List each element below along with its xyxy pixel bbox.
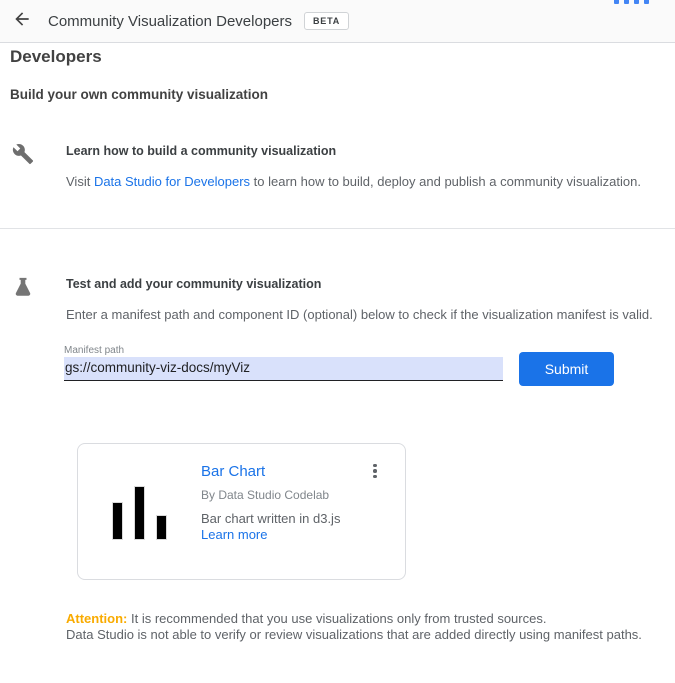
bar-chart-icon [112,480,192,540]
section-subheading-build: Build your own community visualization [10,87,269,102]
viz-card-title[interactable]: Bar Chart [201,463,266,480]
kebab-menu-icon[interactable] [367,461,383,481]
test-section-body: Enter a manifest path and component ID (optional) below to check if the visualization manifest is valid. [66,307,653,322]
wrench-icon [12,143,34,165]
attention-line2: Data Studio is not able to verify or review visualizations that are added directly using manifest paths. [66,626,642,642]
manifest-path-label: Manifest path [64,345,125,356]
attention-line1: It is recommended that you use visualizations only from trusted sources. [127,611,547,626]
flask-icon [12,276,34,298]
visualization-card [77,443,406,580]
data-studio-developers-link[interactable]: Data Studio for Developers [93,174,251,189]
section-heading-developers: Developers [10,47,102,66]
top-app-bar [0,0,675,43]
learn-body-prefix: Visit [66,174,94,189]
attention-label: Attention: [66,611,128,626]
test-section-title: Test and add your community visualization [66,277,322,291]
learn-section-title: Learn how to build a community visualization [66,144,337,158]
viz-card-author: By Data Studio Codelab [201,488,330,502]
manifest-path-input[interactable] [64,357,503,381]
learn-more-link[interactable]: Learn more [201,527,268,542]
page-title: Community Visualization Developers [48,12,292,30]
beta-badge: BETA [304,12,349,30]
apps-grid-icon[interactable] [614,0,649,4]
section-divider [0,228,675,229]
arrow-back-icon [12,9,32,34]
submit-button[interactable]: Submit [519,352,614,386]
learn-section-body [66,174,641,190]
viz-card-description: Bar chart written in d3.js [201,511,341,526]
learn-body-suffix: to learn how to build, deploy and publish a community visualization. [250,174,641,189]
attention-note [66,611,656,642]
back-button[interactable] [10,9,34,33]
